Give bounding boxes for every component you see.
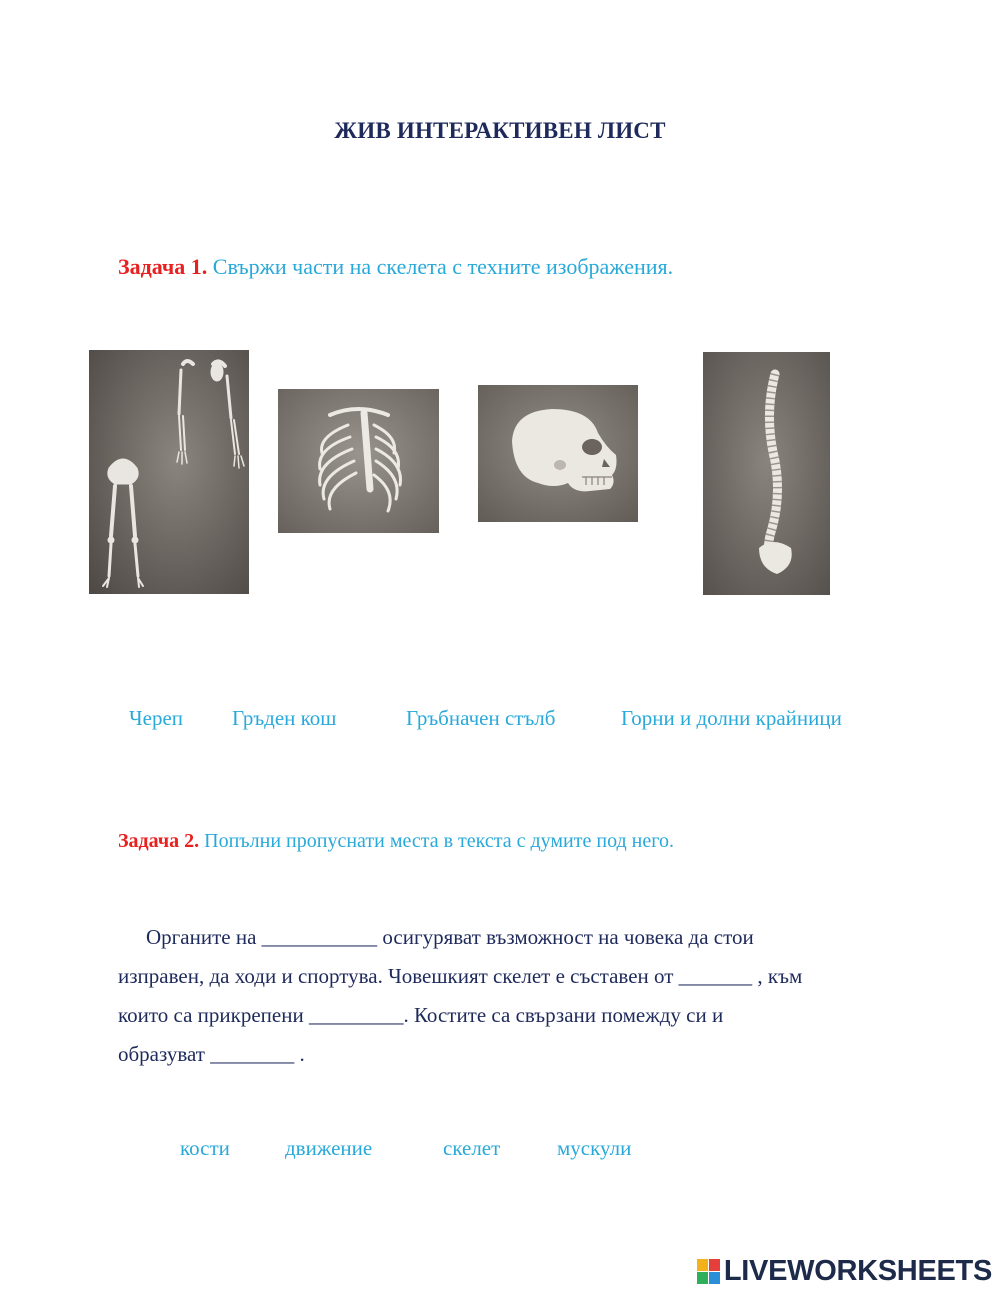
word-muscles[interactable]: мускули — [557, 1136, 632, 1160]
task1-text: Свържи части на скелета с техните изображения. — [207, 254, 674, 279]
skull-image — [478, 385, 638, 522]
paragraph-line-4[interactable]: образуват ________ . — [118, 1042, 305, 1066]
logo-text: LIVEWORKSHEETS — [723, 1255, 992, 1287]
liveworksheets-logo[interactable] — [697, 1255, 992, 1288]
word-limbs[interactable]: Горни и долни крайници — [621, 706, 842, 730]
paragraph-line-2[interactable]: изправен, да ходи и спортува. Човешкият скелет е съставен от _______ , към — [118, 964, 803, 988]
spine-image — [703, 352, 830, 595]
word-skeleton[interactable]: скелет — [443, 1136, 501, 1160]
page-title: ЖИВ ИНТЕРАКТИВЕН ЛИСТ — [334, 118, 666, 143]
liveworksheets-logo-icon — [697, 1259, 721, 1285]
spine-icon — [703, 352, 830, 595]
skull-icon — [478, 385, 638, 522]
word-movement[interactable]: движение — [285, 1136, 373, 1160]
task1-heading — [118, 254, 673, 280]
limbs-skeleton-icon — [89, 350, 249, 594]
word-bones[interactable]: кости — [180, 1136, 230, 1160]
paragraph-line-3[interactable]: които са прикрепени _________. Костите са свързани помежду си и — [118, 1003, 724, 1027]
ribcage-image — [278, 389, 439, 533]
word-spine[interactable]: Гръбначен стълб — [406, 706, 556, 730]
word-ribcage[interactable]: Гръден кош — [232, 706, 337, 730]
paragraph-line-1[interactable]: Органите на ___________ осигуряват възможност на човека да стои — [146, 925, 754, 949]
task1-label: Задача 1. — [118, 254, 208, 279]
fill-in-paragraph — [118, 918, 888, 1074]
task2-label: Задача 2. — [118, 830, 200, 852]
limbs-image — [89, 350, 249, 594]
task2-text: Попълни пропуснати места в текста с думите под него. — [199, 830, 674, 852]
ribcage-icon — [278, 389, 439, 533]
task2-heading — [118, 830, 674, 853]
word-skull[interactable]: Череп — [129, 706, 184, 730]
